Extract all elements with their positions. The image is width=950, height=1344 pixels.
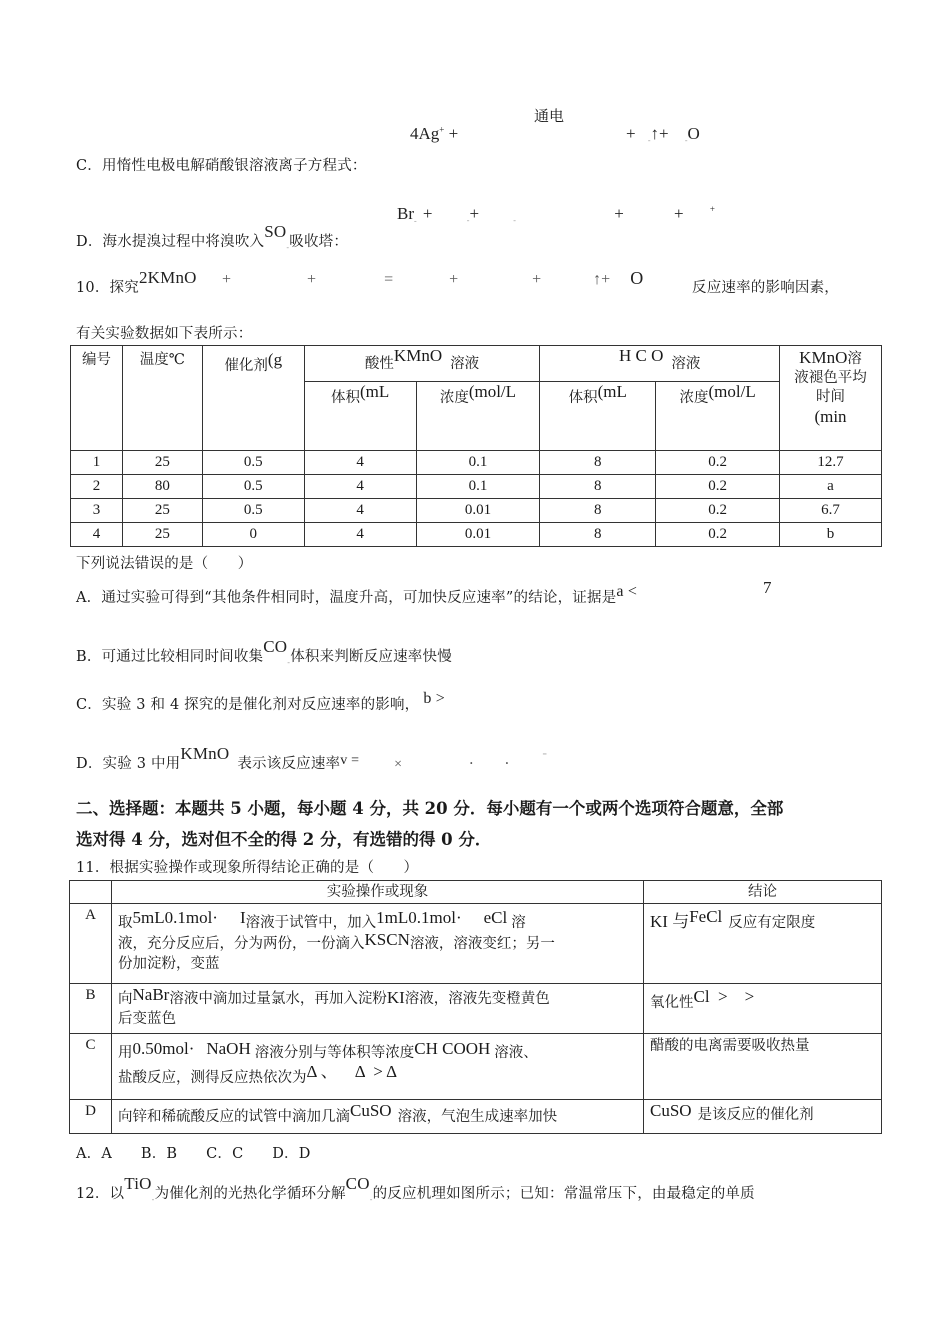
section2-instructions-line1: 二、选择题：本题共 5 小题，每小题 4 分，共 20 分．每小题有一个或两个选项符合题意，全部 xyxy=(76,799,784,818)
q9d-formula: $Br_- + _-+ _-$ + + + xyxy=(397,204,715,226)
q10-option-b: B．可通过比较相同时间收集$CO_-$体积来判断反应速率快慢 xyxy=(76,637,452,667)
q12-stem: 12．以TiO$_-$为催化剂的光热化学循环分解$CO_-$的反应机理如图所示；已知：常温常压下，由最稳定的单质 xyxy=(76,1174,755,1204)
header-kmno4: 酸性KMnO 溶液 xyxy=(304,346,540,382)
q10-stem-suffix: 反应速率的影响因素， xyxy=(692,280,839,296)
q10-option-a: A．通过实验可得到“其他条件相同时，温度升高，可加快反应速率”的结论，证据是a < xyxy=(76,583,638,606)
header-h2c2o4: H C O 溶液 xyxy=(540,346,780,382)
table-row: A 取5mL0.1mol· I溶液于试管中，加入1mL0.1mol· eCl 溶 液，充分反应后，分为两份，一份滴入KSCN溶液，溶液变红；另一 份加淀粉，变蓝 KI 与FeCl 反应有定限度 xyxy=(70,904,882,984)
formula-o: O xyxy=(687,124,700,143)
q10-option-a-value: 7 xyxy=(763,578,772,597)
table-row: 3 25 0.5 4 0.01 8 0.2 6.7 xyxy=(71,499,882,523)
q10-option-c: C．实验 3 和 4 探究的是催化剂对反应速率的影响， b > xyxy=(76,690,446,713)
header-operation: 实验操作或现象 xyxy=(112,881,644,904)
choice-c[interactable]: C．C xyxy=(206,1146,244,1162)
choice-b[interactable]: B．B xyxy=(140,1146,178,1162)
q10-equation: + + = + + ↑+ O xyxy=(222,268,644,288)
table-row: 2 80 0.5 4 0.1 8 0.2 a xyxy=(71,475,882,499)
formula-br: Br xyxy=(397,204,414,223)
table-row: 1 25 0.5 4 0.1 8 0.2 12.7 xyxy=(71,451,882,475)
table-row: 4 25 0 4 0.01 8 0.2 b xyxy=(71,523,882,547)
formula-plus: + xyxy=(626,124,636,143)
q9-option-c: C．用惰性电极电解硝酸银溶液离子方程式： xyxy=(76,158,367,174)
header-k-conc: 浓度(mol/L xyxy=(416,382,540,451)
table-row: C 用0.50mol· NaOH 溶液分别与等体积等浓度CH COOH 溶液、 盐酸反应，测得反应热依次为Δ 、 Δ > Δ 醋酸的电离需要吸收热量 xyxy=(70,1034,882,1100)
experiment-table xyxy=(70,345,882,547)
header-k-volume: 体积(mL xyxy=(304,382,416,451)
header-fade-time: KMnO溶 液褪色平均 时间 (min xyxy=(780,346,882,451)
formula-kmno4: 2KMnO xyxy=(138,268,197,287)
header-id: 编号 xyxy=(71,346,123,451)
formula-so2: SO xyxy=(264,222,287,241)
q10-question: 下列说法错误的是（ ） xyxy=(76,556,253,572)
q9c-formula xyxy=(410,124,458,144)
formula-ag: 4Ag xyxy=(410,124,440,143)
q11-question: 11．根据实验操作或现象所得结论正确的是（ ） xyxy=(76,860,419,876)
header-catalyst: 催化剂(g xyxy=(202,346,304,451)
formula-sup: + xyxy=(439,124,445,135)
header-conclusion: 结论 xyxy=(644,881,882,904)
formula-plus: + xyxy=(448,124,459,143)
section2-instructions-line2: 选对得 4 分，选对但不全的得 2 分，有选错的得 0 分． xyxy=(76,830,492,849)
choice-a[interactable]: A．A xyxy=(76,1146,113,1162)
q11-table xyxy=(69,880,882,1134)
electrolysis-condition: 通电 xyxy=(534,107,565,125)
q10-stem: 10．探究2KMnO xyxy=(76,268,197,296)
header-temp: 温度℃ xyxy=(122,346,202,451)
q10-intro: 有关实验数据如下表所示： xyxy=(76,326,253,342)
q11-choices xyxy=(76,1142,311,1163)
table-row: B 向NaBr溶液中滴加过量氯水，再加入淀粉KI溶液，溶液先变橙黄色 后变蓝色 氧化性Cl > > xyxy=(70,984,882,1034)
q9-option-d: D．海水提溴过程中将溴吹入$SO_-$吸收塔： xyxy=(76,222,349,252)
choice-d[interactable]: D．D xyxy=(272,1146,311,1162)
header-h-conc: 浓度(mol/L xyxy=(656,382,780,451)
gas-arrow: ↑+ xyxy=(650,124,669,143)
table-row: D 向锌和稀硫酸反应的试管中滴加几滴CuSO 溶液，气泡生成速率加快 CuSO 是该反应的催化剂 xyxy=(70,1100,882,1134)
header-h-volume: 体积(mL xyxy=(540,382,656,451)
q10-option-d: D．实验 3 中用KMnO表示该反应速率v = × · · - xyxy=(76,744,548,772)
q9c-formula-right: + $_-$↑+ $_-$O xyxy=(626,124,700,146)
